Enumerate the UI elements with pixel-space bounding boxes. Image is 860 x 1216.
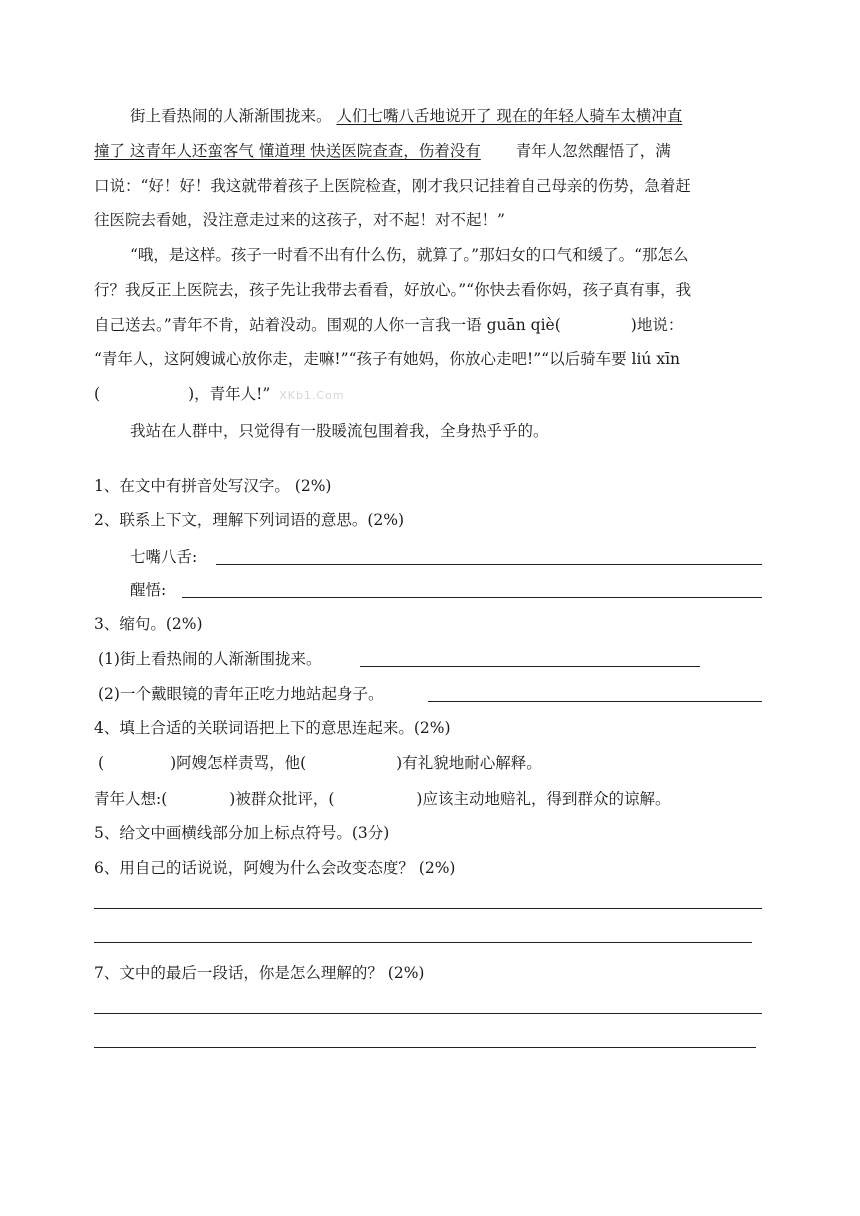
passage-line — [94, 141, 671, 161]
answer-line[interactable] — [182, 597, 762, 598]
passage-line — [94, 384, 345, 406]
question-text: ( — [98, 754, 105, 772]
question-text: )阿嫂怎样责骂，他( — [170, 754, 307, 772]
answer-line[interactable] — [94, 942, 752, 943]
underlined-blank — [481, 141, 511, 161]
passage-line: 往医院去看她，没注意走过来的这孩子，对不起！对不起！” — [94, 211, 505, 229]
passage-text: )地说： — [630, 316, 684, 334]
question-5: 5、给文中画横线部分加上标点符号。(3分) — [94, 824, 390, 842]
question-6: 6、用自己的话说说，阿嫂为什么会改变态度？ (2%) — [94, 859, 456, 877]
question-2-term: 七嘴八舌: — [130, 548, 198, 566]
question-text: )应该主动地赔礼，得到群众的谅解。 — [416, 790, 671, 808]
watermark: XKb1.Com — [279, 389, 345, 402]
answer-line[interactable] — [360, 666, 700, 667]
answer-line[interactable] — [428, 701, 762, 702]
question-3: 3、缩句。(2%) — [94, 615, 203, 633]
passage-line: 行？我反正上医院去，孩子先让我带去看看，好放心。”“你快去看你妈，孩子真有事，我 — [94, 281, 692, 299]
question-2-term: 醒悟: — [130, 581, 167, 599]
question-4-line — [94, 789, 670, 809]
question-text: )被群众批评，( — [229, 790, 335, 808]
question-4-line — [98, 753, 542, 773]
answer-line[interactable] — [94, 908, 762, 909]
passage-line: 我站在人群中，只觉得有一股暖流包围着我，全身热乎乎的。 — [130, 422, 549, 440]
passage-line: “哦，是这样。孩子一时看不出有什么伤，就算了。”那妇女的口气和缓了。“那怎么 — [130, 246, 689, 264]
passage-line — [130, 106, 682, 126]
underlined-text: 人们七嘴八舌地说开了 现在的年轻人骑车太横冲直 — [336, 107, 683, 125]
passage-text: 青年人忽然醒悟了，满 — [515, 142, 671, 160]
question-1: 1、在文中有拼音处写汉字。 (2%) — [94, 477, 332, 495]
passage-text: )，青年人!” — [188, 385, 271, 403]
answer-line[interactable] — [94, 1013, 762, 1014]
question-4: 4、填上合适的关联词语把上下的意思连起来。(2%) — [94, 719, 451, 737]
answer-line[interactable] — [94, 1047, 756, 1048]
passage-line: 口说：“好！好！我这就带着孩子上医院检查，刚才我只记挂着自己母亲的伤势，急着赶 — [94, 177, 691, 195]
passage-line: “青年人，这阿嫂诚心放你走，走嘛!”“孩子有她妈，你放心走吧!”“以后骑车要 liú xīn — [94, 350, 681, 368]
passage-line — [94, 315, 683, 335]
answer-line[interactable] — [216, 564, 762, 565]
question-text: 青年人想:( — [94, 790, 168, 808]
question-3-item: (1)街上看热闹的人渐渐围拢来。 — [98, 650, 322, 668]
question-2: 2、联系上下文，理解下列词语的意思。(2%) — [94, 511, 405, 529]
underlined-text: 撞了 这青年人还蛮客气 懂道理 快送医院查查，伤着没有 — [94, 142, 481, 160]
passage-text: 自己送去。”青年不肯，站着没动。围观的人你一言我一语 guān qiè( — [94, 316, 561, 334]
question-3-item: (2)一个戴眼镜的青年正吃力地站起身子。 — [98, 685, 384, 703]
question-7: 7、文中的最后一段话，你是怎么理解的？ (2%) — [94, 964, 425, 982]
question-text: )有礼貌地耐心解释。 — [396, 754, 542, 772]
passage-text: 街上看热闹的人渐渐围拢来。 — [130, 107, 332, 125]
passage-text: ( — [94, 385, 101, 403]
